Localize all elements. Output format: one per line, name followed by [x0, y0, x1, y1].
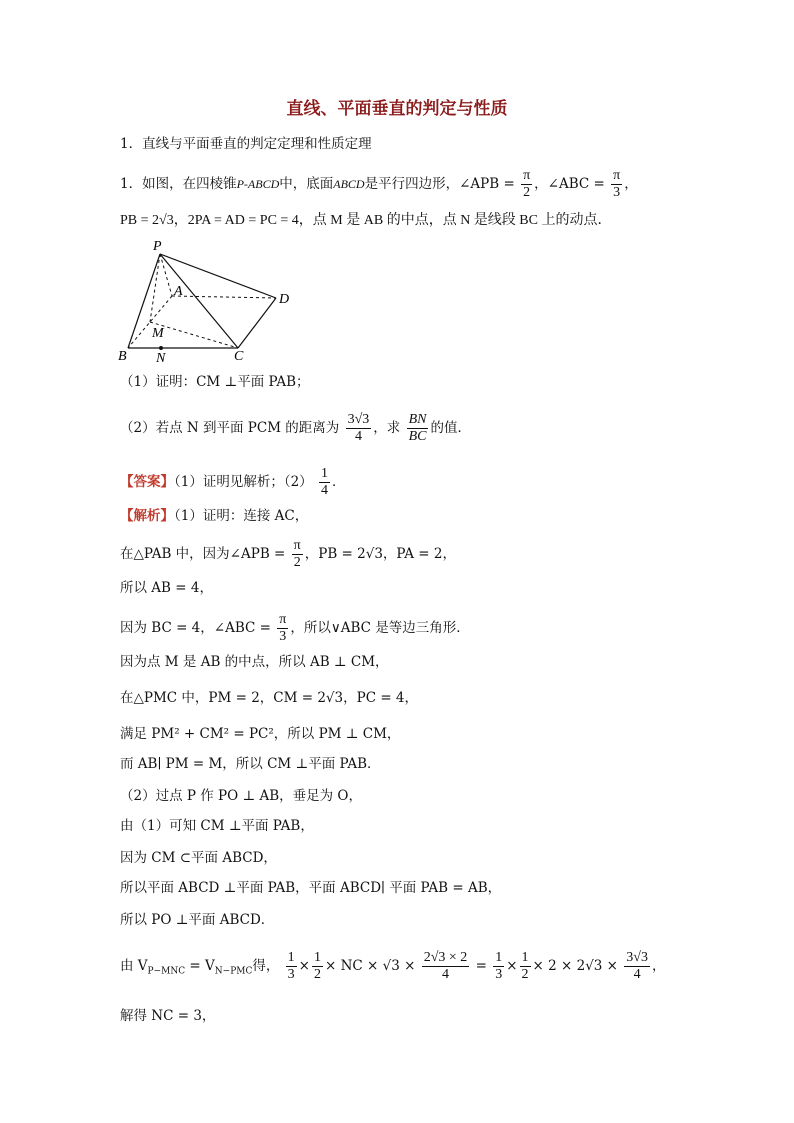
- pyramid-figure: [116, 238, 306, 366]
- analysis-line-1: [120, 538, 456, 571]
- fraction: [624, 950, 650, 983]
- fraction: [422, 950, 470, 983]
- label-B: B: [118, 349, 127, 364]
- analysis-line-11: 所以平面 ABCD ⊥平面 PAB，平面 ABCD∣ 平面 PAB = AB，: [120, 880, 502, 896]
- fraction-bn-bc: [407, 412, 429, 445]
- analysis-line-5: 在△PMC 中，PM = 2，CM = 2√3，PC = 4，: [120, 690, 419, 706]
- analysis-first: （1）证明：连接 AC，: [174, 508, 309, 524]
- label-M: M: [152, 326, 164, 341]
- frac-den: 4: [354, 429, 362, 444]
- text: ，所以∨ABC 是等边三角形．: [290, 620, 470, 636]
- frac-num: π: [523, 168, 531, 183]
- frac-num: 3√3: [626, 950, 648, 965]
- fraction: [286, 950, 297, 983]
- frac-den: 3: [495, 967, 503, 982]
- frac-den: 3: [287, 967, 295, 982]
- text: =: [471, 958, 487, 974]
- q2-text-a: （2）若点 N 到平面 PCM 的距离为: [120, 420, 340, 436]
- subscript: P−MNC: [147, 966, 186, 977]
- analysis-first-line: [120, 506, 308, 526]
- frac-den: 4: [633, 967, 641, 982]
- page-title: 直线、平面垂直的判定与性质: [286, 99, 508, 119]
- base-name: ABCD: [333, 177, 365, 191]
- frac-num: π: [613, 168, 621, 183]
- q2-text-c: 的值．: [430, 420, 471, 436]
- analysis-line-8: （2）过点 P 作 PO ⊥ AB，垂足为 O，: [120, 788, 363, 804]
- edge-CD: [238, 298, 276, 348]
- analysis-line-4: 因为点 M 是 AB 的中点，所以 AB ⊥ CM，: [120, 654, 389, 670]
- label-D: D: [279, 292, 290, 307]
- frac-num: 1: [495, 950, 503, 965]
- text: 得，: [252, 958, 280, 974]
- label-A: A: [174, 284, 183, 299]
- fraction: [277, 612, 288, 645]
- question-1: （1）证明：CM ⊥平面 PAB；: [120, 374, 310, 390]
- fraction: [520, 950, 531, 983]
- text: ，PB = 2√3，PA = 2，: [304, 546, 456, 562]
- analysis-line-3: [120, 612, 470, 645]
- answer-tag: 【答案】: [120, 474, 174, 490]
- frac-den: 2: [313, 967, 321, 982]
- subscript: N−PMC: [214, 966, 253, 977]
- frac-num: BN: [408, 412, 427, 427]
- frac-num: 1: [320, 466, 328, 481]
- text: × 2 × 2√3 ×: [532, 958, 618, 974]
- problem-line-1: 1．如图，在四棱锥P-ABCD中，底面ABCD是平行四边形，∠APB = $\frac{\pi}{2}$ ，∠ABC = $\frac{\pi}{3}$ ，: [120, 168, 638, 200]
- problem-intro-3: 是平行四边形，∠APB =: [364, 176, 515, 192]
- frac-den: 2: [293, 555, 301, 570]
- problem-intro-4: ，∠ABC =: [534, 176, 605, 192]
- frac-den: 3: [613, 185, 621, 200]
- edge-PC: [160, 254, 238, 348]
- analysis-line-13: [120, 950, 665, 983]
- text: ×: [298, 958, 310, 974]
- frac-num: 1: [313, 950, 321, 965]
- frac-den: 3: [279, 629, 287, 644]
- text: = V: [185, 958, 215, 974]
- frac-num: π: [293, 538, 301, 553]
- analysis-line-10: 因为 CM ⊂平面 ABCD，: [120, 850, 277, 866]
- analysis-line-2: 所以 AB = 4，: [120, 580, 213, 596]
- frac-den: 4: [442, 967, 449, 982]
- answer-fraction: [319, 466, 330, 499]
- frac-num: 2√3 × 2: [423, 950, 468, 965]
- fraction-pi-over-2: [521, 168, 532, 201]
- label-P: P: [153, 239, 162, 254]
- answer-line: [120, 466, 345, 499]
- text: ，: [651, 958, 666, 974]
- section-heading: 1．直线与平面垂直的判定定理和性质定理: [120, 136, 372, 152]
- frac-den: 2: [523, 185, 531, 200]
- text: × NC × √3 ×: [324, 958, 416, 974]
- answer-text: （1）证明见解析；（2）: [174, 474, 313, 490]
- pyramid-name: P-ABCD: [236, 177, 280, 191]
- analysis-tag: 【解析】: [120, 508, 174, 524]
- text: ×: [506, 958, 518, 974]
- problem-intro-2: 中，底面: [279, 176, 334, 192]
- fraction-pi-over-3: [611, 168, 622, 201]
- frac-num: 1: [287, 950, 295, 965]
- frac-num: 1: [521, 950, 529, 965]
- text: 在△PAB 中，因为∠APB =: [120, 546, 286, 562]
- frac-num: π: [279, 612, 287, 627]
- text: 因为 BC = 4，∠ABC =: [120, 620, 271, 636]
- frac-den: 2: [521, 967, 529, 982]
- frac-num: 3√3: [347, 412, 370, 427]
- analysis-line-14: 解得 NC = 3，: [120, 1008, 216, 1024]
- problem-line-2: PB = 2√3，2PA = AD = PC = 4，点 M 是 AB 的中点，点 N 是线段 BC 上的动点．: [120, 213, 612, 228]
- label-N: N: [156, 351, 166, 366]
- fraction: [493, 950, 504, 983]
- frac-den: BC: [408, 429, 427, 444]
- q2-text-b: ，求: [373, 420, 401, 436]
- analysis-line-9: 由（1）可知 CM ⊥平面 PAB，: [120, 818, 314, 834]
- frac-den: 4: [320, 483, 328, 498]
- analysis-line-6: 满足 PM² + CM² = PC²，所以 PM ⊥ CM，: [120, 726, 401, 742]
- problem-intro-1: 1．如图，在四棱锥: [120, 176, 237, 192]
- fraction: [312, 950, 323, 983]
- edge-AD: [172, 296, 276, 298]
- answer-end: ．: [331, 474, 346, 490]
- fraction-distance: [346, 412, 372, 445]
- fraction: [292, 538, 303, 571]
- label-C: C: [234, 349, 244, 364]
- text: 由 V: [120, 958, 148, 974]
- analysis-line-12: 所以 PO ⊥平面 ABCD．: [120, 912, 275, 928]
- question-2: [120, 412, 471, 445]
- analysis-line-7: 而 AB∣ PM = M，所以 CM ⊥平面 PAB．: [120, 756, 381, 772]
- point-N: [159, 346, 163, 350]
